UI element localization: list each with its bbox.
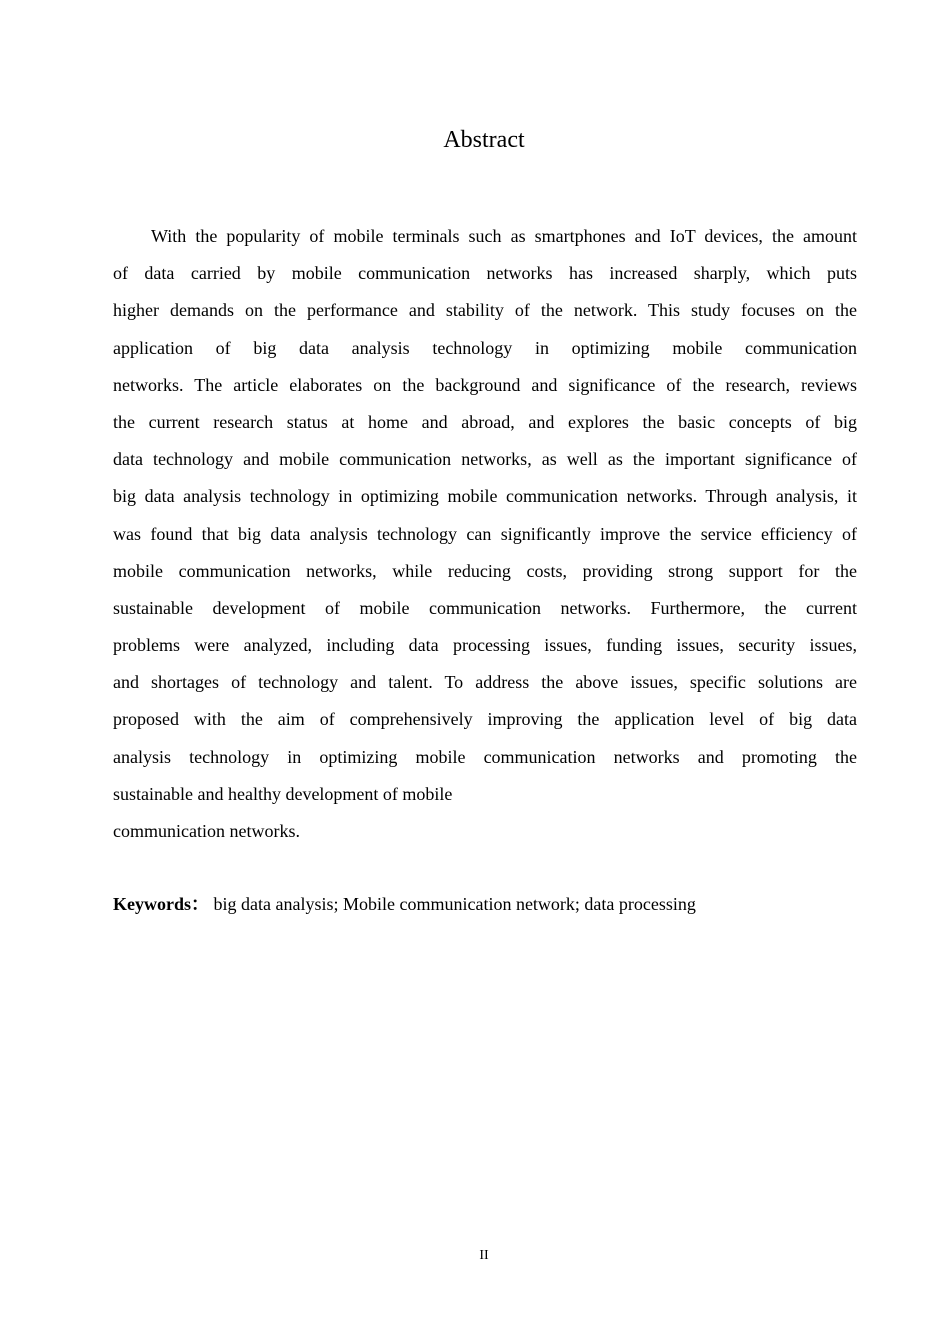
abstract-line: analysis technology in optimizing mobile communication networks and promoting the bbox=[113, 746, 857, 767]
abstract-line: With the popularity of mobile terminals such as smartphones and IoT devices, the amount bbox=[151, 226, 857, 246]
abstract-line: was found that big data analysis technology can significantly improve the service efficiency of bbox=[113, 523, 857, 544]
page-title: Abstract bbox=[443, 127, 525, 153]
abstract-line: sustainable development of mobile communication networks. Furthermore, the current bbox=[113, 597, 857, 618]
abstract-line: communication networks. bbox=[113, 821, 300, 841]
keywords bbox=[113, 888, 857, 920]
keywords-text: big data analysis; Mobile communication network; data processing bbox=[213, 894, 696, 914]
page-number: II bbox=[479, 1248, 489, 1263]
abstract-line: big data analysis technology in optimizing mobile communication networks. Through analysis, it bbox=[113, 486, 857, 507]
abstract-line: sustainable and healthy development of mobile bbox=[113, 783, 453, 804]
abstract-line: data technology and mobile communication networks, as well as the important significance of bbox=[113, 449, 857, 470]
abstract-line: application of big data analysis technology in optimizing mobile communication bbox=[113, 337, 857, 358]
abstract-line: higher demands on the performance and stability of the network. This study focuses on the bbox=[113, 300, 857, 321]
abstract-line: of data carried by mobile communication networks has increased sharply, which puts bbox=[113, 263, 857, 284]
abstract-line: and shortages of technology and talent. To address the above issues, specific solutions are bbox=[113, 672, 857, 693]
abstract-line: mobile communication networks, while reducing costs, providing strong support for the bbox=[113, 560, 857, 581]
abstract-line: networks. The article elaborates on the background and significance of the research, reviews bbox=[113, 374, 857, 395]
abstract-line: proposed with the aim of comprehensively improving the application level of big data bbox=[113, 709, 857, 730]
abstract-line: the current research status at home and abroad, and explores the basic concepts of big bbox=[113, 411, 857, 432]
keywords-label: Keywords： bbox=[113, 894, 209, 914]
abstract-line: problems were analyzed, including data processing issues, funding issues, security issues, bbox=[113, 635, 857, 656]
abstract-body bbox=[113, 218, 857, 850]
